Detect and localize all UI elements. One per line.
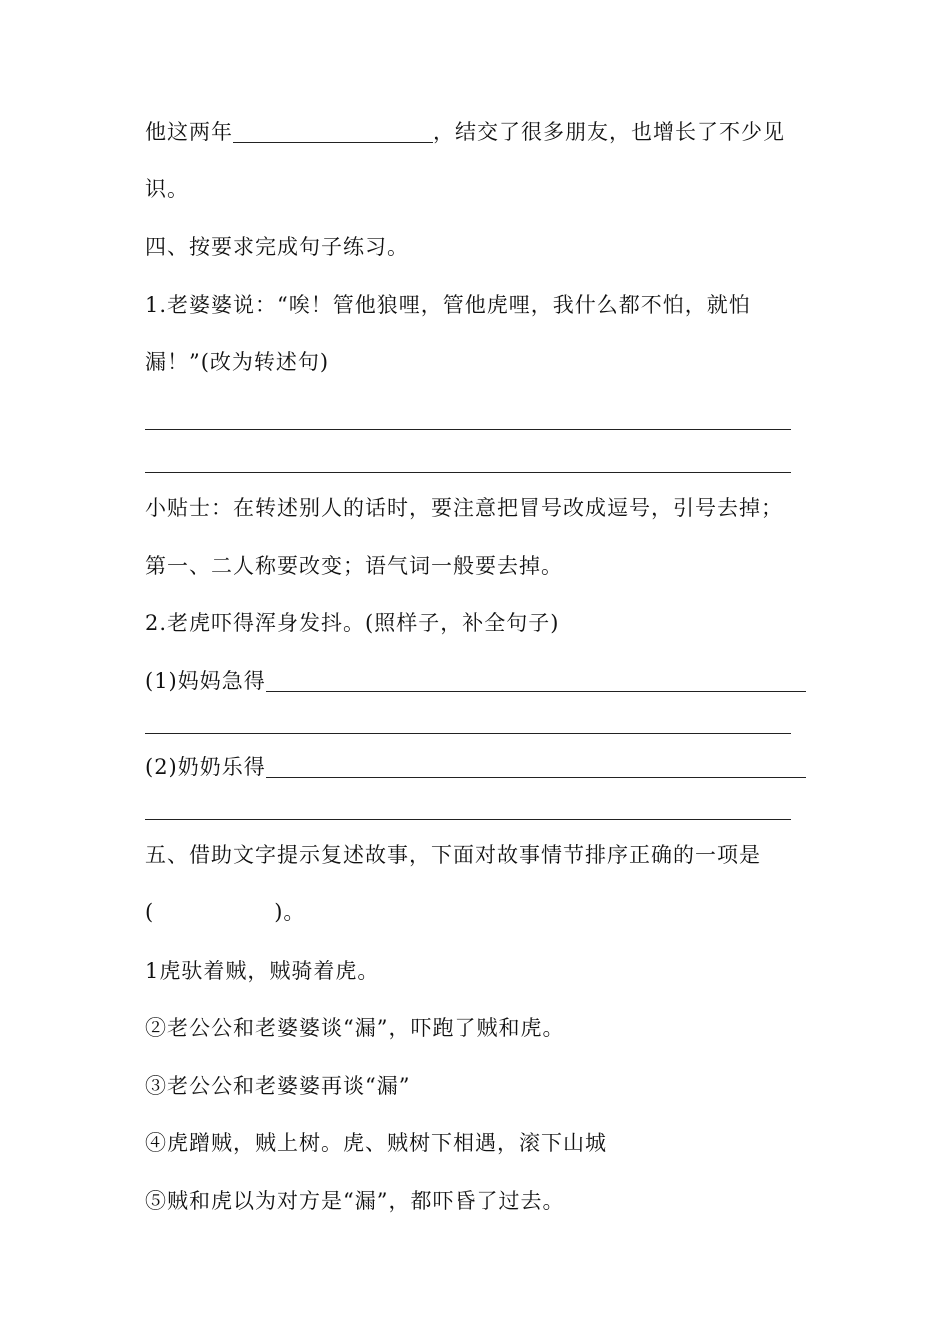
item1-answer-line-2[interactable] bbox=[145, 472, 791, 473]
option-item: 1虎驮着贼，贼骑着虎。 bbox=[145, 959, 380, 983]
sub2-label: (2)奶奶乐得 bbox=[145, 755, 266, 779]
sub1-fill-blank[interactable] bbox=[266, 669, 806, 692]
item1-answer-line-1[interactable] bbox=[145, 429, 791, 430]
option-item: ④虎蹭贼，贼上树。虎、贼树下相遇，滚下山城 bbox=[145, 1131, 607, 1155]
q3-tail-line bbox=[145, 117, 785, 147]
q3-fill-blank[interactable] bbox=[233, 120, 433, 143]
section5-heading: 五、借助文字提示复述故事，下面对故事情节排序正确的一项是 bbox=[145, 843, 761, 867]
sub1-line bbox=[145, 666, 806, 696]
sub1-answer-line[interactable] bbox=[145, 733, 791, 734]
section4-item1-line1: 1.老婆婆说：“唉！管他狼哩，管他虎哩，我什么都不怕，就怕 bbox=[145, 293, 751, 317]
paren-open: ( bbox=[145, 900, 155, 924]
section4-heading: 四、按要求完成句子练习。 bbox=[145, 235, 409, 259]
sub2-fill-blank[interactable] bbox=[266, 755, 806, 778]
q3-prefix: 他这两年 bbox=[145, 120, 233, 144]
paren-close: )。 bbox=[274, 900, 306, 924]
option-item: ③老公公和老婆婆再谈“漏” bbox=[145, 1074, 411, 1098]
sub1-label: (1)妈妈急得 bbox=[145, 669, 266, 693]
sub2-answer-line[interactable] bbox=[145, 819, 791, 820]
option-item: ②老公公和老婆婆谈“漏”，吓跑了贼和虎。 bbox=[145, 1016, 565, 1040]
tip-line-2: 第一、二人称要改变；语气词一般要去掉。 bbox=[145, 554, 563, 578]
section4-item2: 2.老虎吓得浑身发抖。(照样子，补全句子) bbox=[145, 611, 560, 635]
section4-item1-line2: 漏！”(改为转述句) bbox=[145, 350, 330, 374]
option-item: ⑤贼和虎以为对方是“漏”，都吓昏了过去。 bbox=[145, 1189, 565, 1213]
tip-line-1: 小贴士：在转述别人的话时，要注意把冒号改成逗号，引号去掉； bbox=[145, 496, 783, 520]
q3-suffix: ，结交了很多朋友，也增长了不少见 bbox=[433, 120, 785, 144]
section5-answer-paren bbox=[145, 897, 305, 927]
sub2-line bbox=[145, 752, 806, 782]
q3-continuation: 识。 bbox=[145, 177, 189, 201]
